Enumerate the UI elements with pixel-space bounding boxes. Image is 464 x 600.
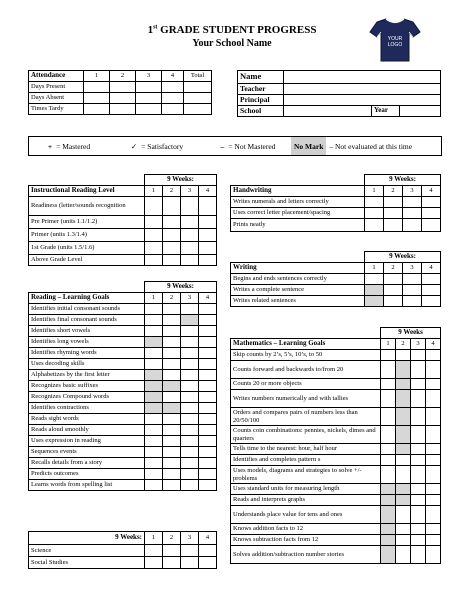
attendance-row-label: Times Tardy	[29, 104, 84, 115]
list-item: Tells time to the nearest: hour, half hour	[231, 444, 381, 455]
list-item: Identifies long vowels	[29, 337, 145, 348]
list-item: Identifies contractions	[29, 403, 145, 414]
list-item: Recalls details from a story	[29, 458, 145, 469]
list-item: Counts forward and backwards to/from 20	[231, 361, 381, 379]
list-item: Counts 20 or more objects	[231, 379, 381, 390]
plus-icon: +	[47, 141, 53, 151]
school-field[interactable]	[284, 106, 372, 117]
attendance-row-label: Days Present	[29, 82, 84, 93]
logo-text-2: LOGO	[387, 42, 403, 48]
list-item: Reads aloud smoothly	[29, 425, 145, 436]
list-item: Sequences events	[29, 447, 145, 458]
list-item: Readiness (letter/sounds recognition	[29, 197, 145, 216]
list-item: Predicts outcomes	[29, 469, 145, 480]
school-name: Your School Name	[192, 38, 272, 49]
school-logo	[369, 16, 421, 62]
math-table: 9 Weeks Mathematics – Learning Goals 1 2 3 4 Skip counts by 2’s, 5’s, 10’s, to 50 Counts forward and backwards to/from 20 Counts 20 or more objects Writes numbers numerically and with tallies Orders and compares pairs of numbers less than 20/50/100 Counts coin combinations: pennies, nickels, dimes and quarters Tells time to the nearest: hour, half hour Identifies and completes pattern s Uses models, diagrams and strategies to solve +/- problems Uses standard units for measuring length Reads and interprets graphs Understands place value for tens and ones Knows addition facts to 12 Knows subtraction facts from 12 Solves addition/subtraction number stories	[230, 327, 441, 564]
check-icon: ✓	[130, 141, 138, 151]
list-item: Begins and ends sentences correctly	[231, 274, 365, 285]
list-item: Identifies short vowels	[29, 326, 145, 337]
principal-field[interactable]	[284, 95, 441, 106]
list-item: Uses standard units for measuring length	[231, 484, 381, 495]
list-item: Above Grade Level	[29, 255, 145, 266]
name-field[interactable]	[284, 71, 441, 84]
principal-label: Principal	[238, 95, 284, 106]
minus-icon: –	[220, 141, 225, 151]
list-item: Identifies and completes pattern s	[231, 455, 381, 466]
list-item: Skip counts by 2’s, 5’s, 10’s, to 50	[231, 350, 381, 361]
list-item: Reads sight words	[29, 414, 145, 425]
list-item: Alphabetizes by the first letter	[29, 370, 145, 381]
logo-text-1: YOUR	[387, 36, 403, 42]
list-item: Counts coin combinations: pennies, nickels, dimes and quarters	[231, 426, 381, 444]
list-item: Recognizes Compound words	[29, 392, 145, 403]
handwriting-table: 9 Weeks: Handwriting 1 2 3 4 Writes numerals and letters correctly Uses correct letter placement/spacing Prints neatly	[230, 174, 441, 232]
list-item: Prints neatly	[231, 219, 365, 232]
teacher-label: Teacher	[238, 84, 284, 95]
list-item: Pre Primer (units 1.1/1.2)	[29, 216, 145, 229]
list-item: Writes related sentences	[231, 296, 365, 307]
list-item: Writes numerals and letters correctly	[231, 197, 365, 208]
list-item: Uses correct letter placement/spacing	[231, 208, 365, 219]
list-item: Knows subtraction facts from 12	[231, 535, 381, 546]
year-label: Year	[372, 106, 400, 117]
list-item: Uses models, diagrams and strategies to solve +/- problems	[231, 466, 381, 484]
grading-legend: + = Mastered ✓ = Satisfactory – = Not Mastered No Mark – Not evaluated at this time	[28, 136, 442, 156]
attendance-row-label: Days Absent	[29, 93, 84, 104]
attendance-table: Attendance 1 2 3 4 Total Days Present Days Absent Times Tardy	[28, 70, 212, 115]
list-item: 1st Grade (units 1.5/1.6)	[29, 242, 145, 255]
writing-table: 9 Weeks: Writing 1 2 3 4 Begins and ends sentences correctly Writes a complete sentence Writes related sentences	[230, 251, 441, 307]
student-info-table	[237, 70, 441, 117]
list-item: Uses decoding skills	[29, 359, 145, 370]
teacher-field[interactable]	[284, 84, 441, 95]
list-item: Identifies initial consonant sounds	[29, 304, 145, 315]
attendance-title: Attendance	[29, 71, 84, 82]
list-item: Knows addition facts to 12	[231, 524, 381, 535]
year-field[interactable]	[400, 106, 441, 117]
list-item: Solves addition/subtraction number stories	[231, 546, 381, 564]
list-item: Identifies final consonant sounds	[29, 315, 145, 326]
list-item: Writes numbers numerically and with tallies	[231, 390, 381, 408]
list-item: Social Studies	[29, 557, 145, 569]
list-item: Uses expression in reading	[29, 436, 145, 447]
list-item: Primer (units 1.3/1.4)	[29, 229, 145, 242]
list-item: Science	[29, 545, 145, 557]
name-label: Name	[238, 71, 284, 84]
report-title: 1st GRADE STUDENT PROGRESS	[147, 24, 317, 36]
school-label: School	[238, 106, 284, 117]
list-item: Writes a complete sentence	[231, 285, 365, 296]
list-item: Learns words from spelling list	[29, 480, 145, 491]
list-item: Reads and interprets graphs	[231, 495, 381, 506]
list-item: Identifies rhyming words	[29, 348, 145, 359]
reading-goals-table: 9 Weeks: Reading – Learning Goals 1 2 3 4 Identifies initial consonant sounds Identifies final consonant sounds Identifies short vowels Identifies long vowels Identifies rhyming words Uses decoding skills Alphabetizes by the first letter Recognizes basic suffixes Recognizes Compound words Identifies contractions Reads sight words Reads aloud smoothly Uses expression in reading Sequences events Recalls details from a story Predicts outcomes Learns words from spelling list	[28, 281, 217, 491]
list-item: Orders and compares pairs of numbers less than 20/50/100	[231, 408, 381, 426]
list-item: Understands place value for tens and ones	[231, 506, 381, 524]
list-item: Recognizes basic suffixes	[29, 381, 145, 392]
other-subjects-table: 9 Weeks: 1 2 3 4 Science Social Studies	[28, 531, 217, 569]
reading-level-table: 9 Weeks: Instructional Reading Level 1 2 3 4 Readiness (letter/sounds recognition Pre Primer (units 1.1/1.2) Primer (units 1.3/1.4) 1st Grade (units 1.5/1.6) Above Grade Level	[28, 174, 217, 266]
